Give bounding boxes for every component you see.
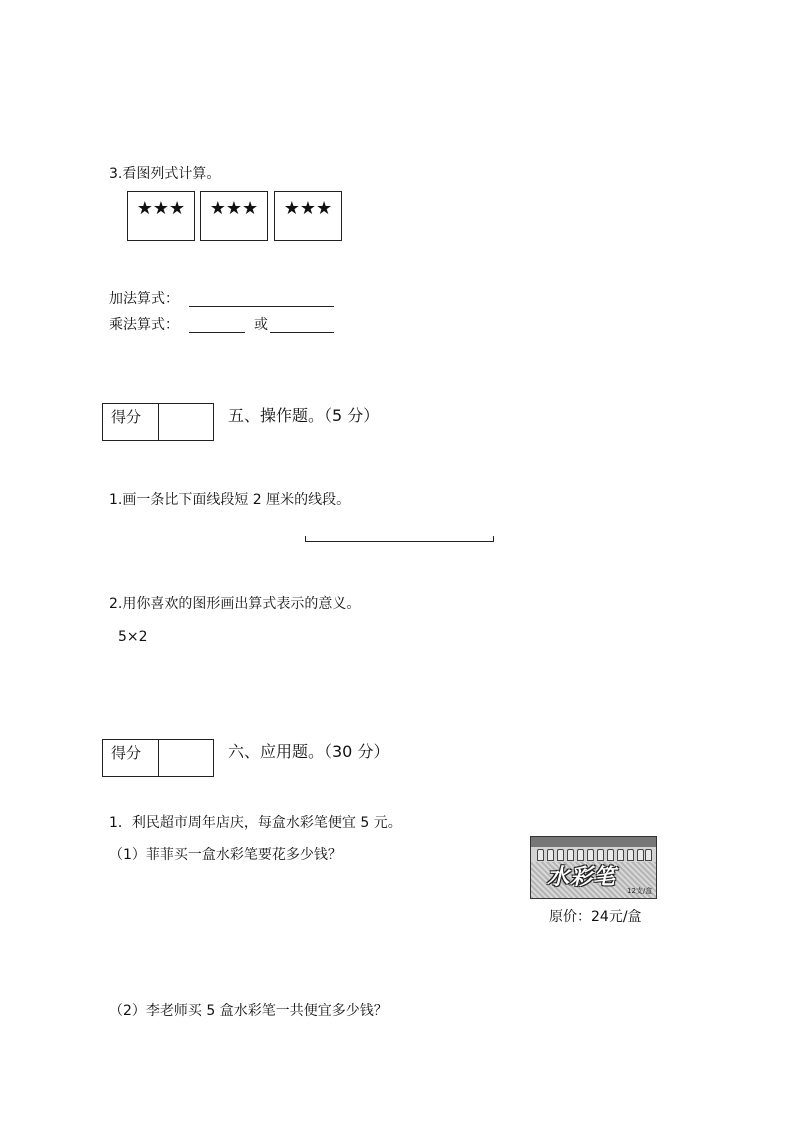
or-label: 或 <box>254 317 268 333</box>
question-3-title: 3.看图列式计算。 <box>109 166 221 182</box>
score-box-section-5 <box>102 403 214 441</box>
multiplication-label: 乘法算式： <box>109 317 179 333</box>
addition-label: 加法算式： <box>109 291 179 307</box>
section-5-question-2: 2.用你喜欢的图形画出算式表示的意义。 <box>109 596 361 612</box>
pen-cap <box>597 849 604 861</box>
pen-cap <box>637 849 644 861</box>
product-name: 水彩笔 <box>547 865 617 890</box>
score-label: 得分 <box>103 404 159 440</box>
addition-answer-blank[interactable] <box>189 306 334 307</box>
expression: 5×2 <box>118 629 148 645</box>
score-label: 得分 <box>103 740 159 776</box>
sub-question-1: （1）菲菲买一盒水彩笔要花多少钱？ <box>109 847 342 863</box>
multiplication-answer-blank-2[interactable] <box>270 332 334 333</box>
pen-cap <box>607 849 614 861</box>
watercolor-pen-box-image <box>530 836 657 899</box>
multiplication-answer-blank-1[interactable] <box>189 332 245 333</box>
original-price-label: 原价：24元/盒 <box>549 909 642 925</box>
section-5-heading: 五、操作题。（5 分） <box>228 406 380 425</box>
section-6-heading: 六、应用题。（30 分） <box>228 742 390 761</box>
pen-cap <box>567 849 574 861</box>
pen-cap <box>547 849 554 861</box>
section-6-question-1: 1．利民超市周年店庆，每盒水彩笔便宜 5 元。 <box>109 815 402 831</box>
pen-cap <box>645 849 652 861</box>
score-box-section-6 <box>102 739 214 777</box>
reference-line-segment <box>305 536 494 542</box>
pen-cap <box>627 849 634 861</box>
star-group-2: ★★★ <box>200 191 268 241</box>
pen-cap <box>557 849 564 861</box>
star-group-3: ★★★ <box>274 191 342 241</box>
pen-cap <box>537 849 544 861</box>
pen-cap <box>617 849 624 861</box>
pen-box-top-strip <box>531 837 656 847</box>
pen-cap <box>577 849 584 861</box>
pen-caps-row <box>537 849 652 861</box>
section-5-question-1: 1.画一条比下面线段短 2 厘米的线段。 <box>109 492 351 508</box>
sub-question-2: （2）李老师买 5 盒水彩笔一共便宜多少钱？ <box>109 1003 388 1019</box>
pen-cap <box>587 849 594 861</box>
product-unit: 12支/盒 <box>627 887 653 895</box>
star-group-1: ★★★ <box>127 191 195 241</box>
